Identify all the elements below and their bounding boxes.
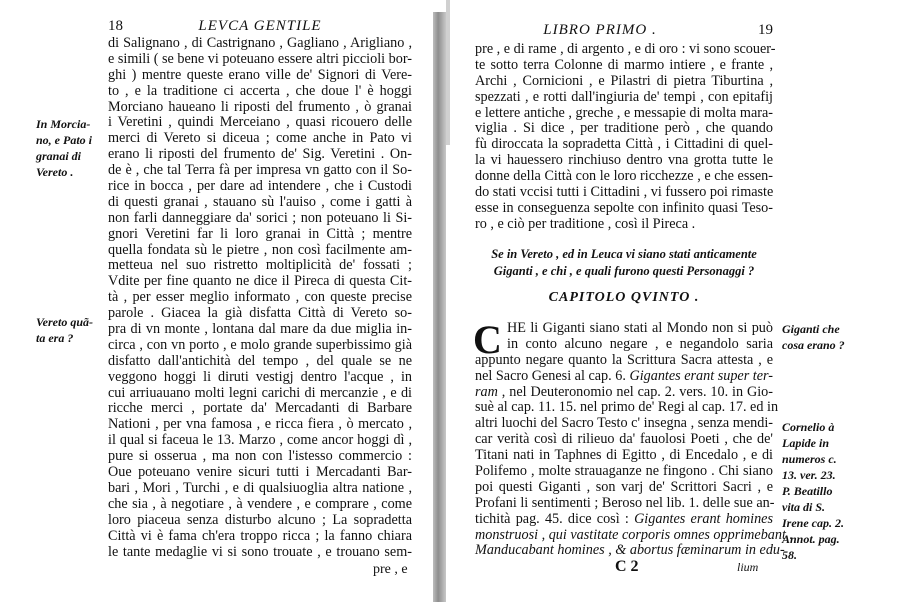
page-number: 19	[758, 22, 773, 38]
margin-note-line: P. Beatillo	[782, 484, 833, 498]
text-line: ricche merci , portate da' Mercadanti di Barbare	[108, 400, 412, 417]
text-segment: tichità pag. 45. dice così :	[475, 510, 635, 527]
text-line: i Veretini , quindi Merceiano , quasi ricouero delle	[108, 114, 412, 131]
text-line: Archi , Cornicioni , e Pilastri di pietra Tiburtina ,	[475, 72, 773, 89]
text-line: erano li riposti del frumento de' Sig. Veretini . On-	[108, 146, 412, 163]
catchword: lium	[737, 560, 759, 574]
text-line: parole . Giacea la già disfatta Città di Vereto so-	[108, 305, 412, 322]
margin-note-line: Vereto quã-	[36, 315, 93, 329]
running-head: LEVCA GENTILE	[198, 18, 322, 34]
left-page-header	[108, 18, 412, 36]
text-line: appunto negare quanto la Scrittura Sacra attesta , e	[475, 351, 773, 368]
text-line: viglia . Si dice , per traditione però , che quando	[475, 120, 773, 137]
text-line: le tante medaglie vi si sono trouate , e trouano sem-	[108, 543, 412, 560]
text-line: disfatto dall'antichità del tempo , del quale se ne	[108, 352, 412, 369]
margin-note-line: Annot. pag.	[782, 532, 840, 546]
text-line: rice in bocca , per dare ad intendere , che i Custodi	[108, 178, 412, 195]
text-line: e lettere antiche , greche , e messapie di molta mara-	[475, 104, 773, 121]
text-line: pra di vn monte , lontana dal mare da due miglia in-	[108, 321, 412, 338]
text-line	[475, 526, 794, 544]
italic-text: monstruosi , qui vastitate corporis omnes opprimebant .	[475, 526, 794, 543]
text-line: do stati vccisi tutti i Cittadini , vi fussero poi rimaste	[475, 184, 774, 201]
right-page-body	[475, 41, 776, 233]
text-line: altri luochi del Sacro Testo c' insegna , senza mendi-	[475, 415, 773, 432]
italic-text: Manducabant homines , & abortus fæminarum in edu-	[475, 542, 785, 559]
text-line: circa , con vn porto , e molo grande superbissimo già	[108, 336, 412, 353]
signature-mark: C 2	[615, 558, 639, 575]
text-line: veggono hoggi li diruti vestigj dentro l'acque , in	[108, 368, 412, 385]
text-line: metteua nel suo ristretto moltiplicità de' fossati ;	[108, 257, 412, 274]
margin-note-line: ta era ?	[36, 331, 74, 345]
margin-note-line: In Morcia-	[36, 117, 91, 131]
text-line: spezzati , e rotti dall'ingiuria de' tempi , con epitafij	[475, 88, 773, 105]
text-line: Vdite per fine quanto ne dice il Pireca di questa Cit-	[108, 273, 412, 290]
margin-note-line: 13. ver. 23.	[782, 468, 836, 482]
text-line: Oue poteuano venire sicuri tutti i Mercadanti Bar-	[108, 464, 412, 481]
text-line	[475, 385, 773, 401]
left-page-body	[108, 36, 412, 560]
text-line: Morciano haueano li riposti del frumento , ò granai	[108, 98, 412, 115]
text-line: il qual si faceua le 13. Marzo , come ancor hoggi dì ,	[108, 432, 412, 449]
catchword: pre , e	[373, 562, 408, 577]
text-line: in conto alcuno negare , e negandolo saria	[507, 335, 773, 352]
text-line: cui arriuauano molti legni carichi di mercanzie , e di	[108, 384, 412, 401]
margin-note	[782, 419, 844, 563]
chapter-title: CAPITOLO QVINTO .	[548, 290, 700, 305]
text-line: e simili ( se bene vi poteuano essere altri piccioli bor-	[108, 50, 412, 67]
text-line: poi questi Giganti , son varj de' Scrittori Sacri , e	[475, 478, 773, 495]
text-line: di Salignano , di Castrignano , Gagliano , Arigliano ,	[108, 35, 412, 51]
text-line: pre , e di rame , di argento , e di oro : vi sono scouer-	[475, 41, 776, 57]
text-line: te sotto terra Colonne di marmo intiere , e frante ,	[475, 56, 773, 73]
margin-note-line: Irene cap. 2.	[782, 516, 844, 530]
text-line: Nationi , per vna famosa , e ricca fiera , ò mercato ,	[108, 416, 412, 433]
text-segment: nel Sacro Genesi al cap. 6.	[475, 367, 630, 384]
text-line: Polifemo , molte strauaganze ne fingono . Chi siano	[475, 463, 773, 480]
text-line: Profani li sentimenti ; Beroso nel lib. 1. delle sue an-	[475, 494, 775, 511]
text-line: suè al cap. 11. 15. nel primo de' Regi al cap. 17. ed in	[475, 399, 779, 416]
text-segment: , nel Deuteronomio nel cap. 2. vers. 10. in Gio-	[497, 383, 773, 400]
margin-note-line: cosa erano ?	[782, 338, 845, 352]
margin-note-line: vita di S.	[782, 500, 826, 514]
page-edge-shadow	[446, 0, 450, 145]
chapter-summary	[475, 246, 773, 280]
margin-note	[36, 116, 92, 180]
text-line: de è , che tal Terra fà per impresa vn gatto con il So-	[108, 162, 412, 179]
text-line: tà , per esser meglio informato , con queste precise	[108, 289, 412, 306]
margin-note-line: granai di	[36, 149, 82, 163]
text-line: esse in conseguenza sepolte con infinito quasi Teso-	[475, 199, 773, 216]
margin-note-line: Lapide in	[782, 436, 829, 450]
text-line: HE li Giganti siano stati al Mondo non si può	[507, 320, 773, 336]
margin-note-line: numeros c.	[782, 452, 837, 466]
margin-note-line: Cornelio à	[782, 420, 835, 434]
text-line: car verità così di rilieuo da' fauolosi Poeti , che de'	[475, 431, 773, 448]
text-line: non farli danneggiare da' sorici ; non poteuano li Si-	[108, 209, 412, 226]
italic-text: Gigantes erant homines	[634, 510, 773, 527]
text-line: loro piaceua senza disturbo alcuno ; La sopradetta	[108, 511, 412, 528]
text-line: merci di Vereto si diceua ; come anche in Pato vi	[108, 130, 412, 147]
text-line: ro , e ciò per traditione , così il Pireca .	[475, 215, 696, 232]
text-line: fù diroccata la sopradetta Città , i Cittadini di quel-	[475, 136, 773, 153]
text-line: la vi hauessero rinchiuso dentro vna grotta tutte le	[475, 152, 773, 169]
running-head: LIBRO PRIMO .	[543, 22, 657, 38]
text-line: to , e la traditione ci accerta , che doue l' è hoggi	[108, 82, 412, 99]
margin-note-line: Giganti che	[782, 322, 840, 336]
drop-cap: C	[473, 317, 502, 362]
text-line: donne della Città con le loro ricchezze , e che essen-	[475, 168, 773, 185]
text-line: Titani nati in Taphnes di Egitto , di Encedalo , e di	[475, 447, 773, 464]
margin-note	[36, 314, 93, 346]
book-gutter	[433, 12, 446, 602]
text-line	[475, 369, 773, 385]
text-line: ghi ) mentre queste erano ville de' Signori di Vere-	[108, 66, 412, 83]
text-line: quella fondata sù le pietre , non così facilmente am-	[108, 241, 412, 258]
margin-note-line: no, e Pato i	[36, 133, 92, 147]
text-line: che sia , à negotiare , à vendere , e comprare , come	[108, 495, 412, 512]
margin-note-line: 58.	[782, 548, 797, 562]
text-line	[475, 512, 773, 528]
page-number: 18	[108, 18, 123, 34]
italic-text: Gigantes erant super ter-	[629, 367, 774, 384]
right-page-header	[475, 22, 773, 40]
chapter-summary-line: Se in Vereto , ed in Leuca vi siano stati anticamente	[491, 247, 757, 261]
text-line: gnori Veretini far li loro granai in Città ; mentre	[108, 225, 412, 242]
italic-text: ram	[475, 383, 498, 400]
text-line	[475, 542, 785, 559]
text-line: di questi granai , stauano sù l'auiso , come i gatti à	[108, 193, 412, 210]
text-line: bari , Mori , Turchi , e di qualsiuoglia altra natione ,	[108, 479, 412, 496]
text-line: Città vi è fama ch'era troppo ricca ; la fanno chiara	[108, 527, 412, 544]
margin-note	[782, 321, 845, 353]
text-line: pure si osserua , ma non con l'istesso commercio :	[108, 448, 412, 465]
chapter-summary-line: Giganti , e chi , e quali furono questi Personaggi ?	[493, 264, 755, 278]
margin-note-line: Vereto .	[36, 165, 74, 179]
